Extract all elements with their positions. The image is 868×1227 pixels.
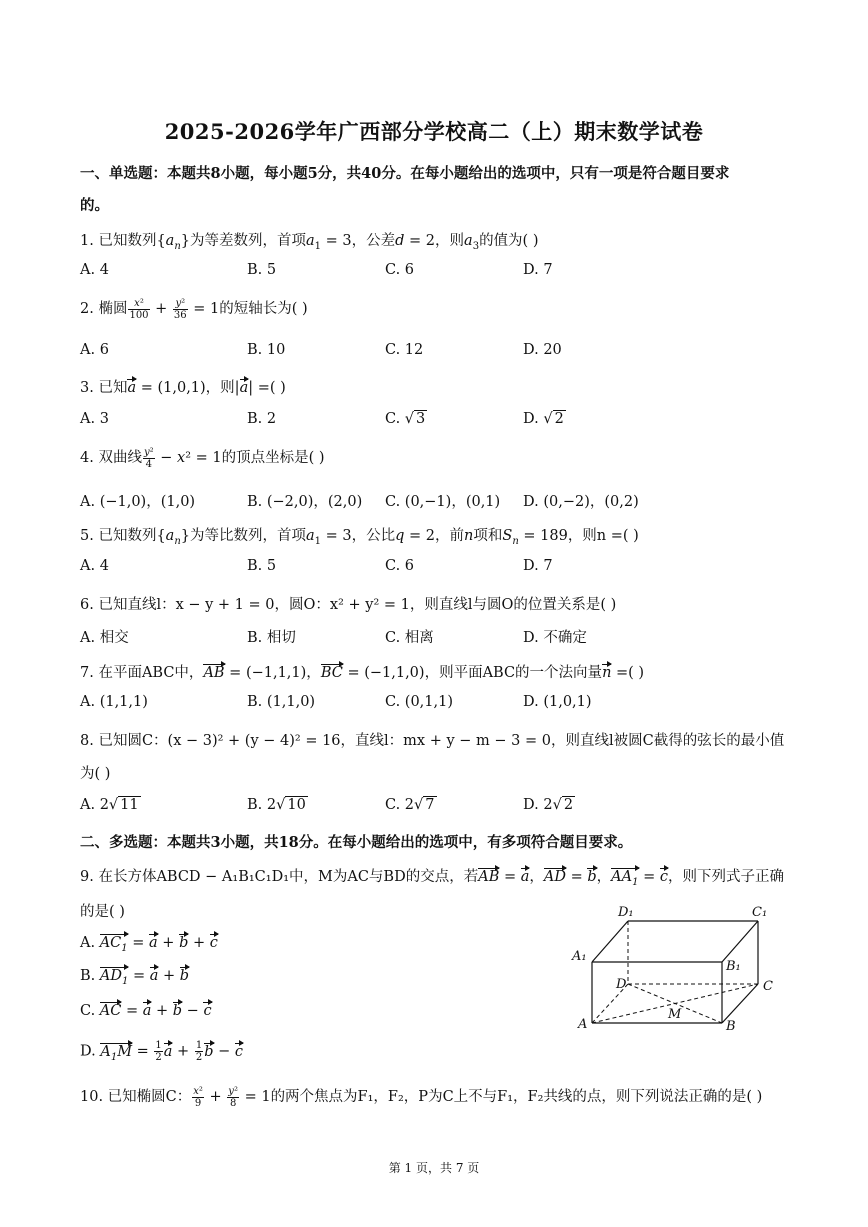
q8-option-a[interactable]: A. 2√ 11: [80, 797, 139, 813]
q5-option-d[interactable]: D. 7: [523, 558, 553, 574]
q3-option-b[interactable]: B. 2: [247, 411, 277, 427]
edge-bc: [722, 984, 758, 1023]
question-1: 1. 已知数列$\{a_n\}$为等差数列，首项$a_1 = 3$，公差d = 2，则$a_3$的值为( ): [80, 233, 539, 252]
q7-option-c[interactable]: C. (0,1,1): [385, 694, 454, 710]
q5-option-c[interactable]: C. 6: [385, 558, 415, 574]
label-b1: B₁: [726, 959, 741, 974]
section1-heading: 一、单选题：本题共8小题，每小题5分，共40分。在每小题给出的选项中，只有一项是符合题目要求: [80, 165, 730, 182]
question-4: 4. 双曲线 $\frac{\text{y²}}{4}$ − x² = 1的顶点坐标是( ): [80, 446, 325, 470]
section2-heading: 二、多选题：本题共3小题，共18分。在每小题给出的选项中，有多项符合题目要求。: [80, 834, 633, 851]
q3-option-c[interactable]: C. √ 3: [385, 411, 426, 427]
edge-a1d1: [592, 921, 628, 962]
q9-option-a[interactable]: A. $AC_1 = a + b + c$: [80, 935, 218, 954]
cuboid-figure: [570, 898, 780, 1038]
q7-option-a[interactable]: A. (1,1,1): [80, 694, 148, 710]
edge-b1c1: [722, 921, 758, 962]
q8-option-d[interactable]: D. 2√ 2: [523, 797, 574, 813]
label-c1: C₁: [752, 905, 768, 920]
q1-option-b[interactable]: B. 5: [247, 262, 277, 278]
question-8-cont: 为( ): [80, 766, 111, 782]
q6-option-c[interactable]: C. 相离: [385, 630, 434, 646]
question-2: 2. 椭圆 $\frac{\text{x²}}{100}$ + $\frac{\text{y²}}{36}$ = 1的短轴长为( ): [80, 297, 308, 321]
q2-option-d[interactable]: D. 20: [523, 342, 562, 358]
q7-option-d[interactable]: D. (1,0,1): [523, 694, 592, 710]
question-6: 6. 已知直线l：x − y + 1 = 0，圆O：x² + y² = 1，则直线l与圆O的位置关系是( ): [80, 597, 617, 613]
label-d1: D₁: [618, 905, 634, 920]
q6-option-d[interactable]: D. 不确定: [523, 630, 587, 646]
label-d: D: [616, 977, 627, 992]
q3-option-d[interactable]: D. √ 2: [523, 411, 564, 427]
page-title: 2025-2026学年广西部分学校高二（上）期末数学试卷: [164, 119, 704, 144]
question-10: 10. 已知椭圆C： $\frac{\text{x²}}{9}$ + $\frac{\text{y²}}{8}$ = 1的两个焦点为F₁，F₂，P为C上不与F₁，F₂共线的点，则下列说法正确的是( ): [80, 1085, 763, 1109]
label-a: A: [578, 1017, 588, 1032]
q8-option-b[interactable]: B. 2√ 10: [247, 797, 306, 813]
q5-option-a[interactable]: A. 4: [80, 558, 109, 574]
question-5: 5. 已知数列$\{a_n\}$为等比数列，首项$a_1 = 3$，公比q = 2，前n项和$S_n = 189$，则n =( ): [80, 528, 639, 547]
q4-option-d[interactable]: D. (0,−2)，(0,2): [523, 494, 639, 510]
q5-option-b[interactable]: B. 5: [247, 558, 277, 574]
q1-option-d[interactable]: D. 7: [523, 262, 553, 278]
question-8: 8. 已知圆C：(x − 3)² + (y − 4)² = 16，直线l：mx + y − m − 3 = 0，则直线l被圆C截得的弦长的最小值: [80, 733, 785, 749]
q1-option-c[interactable]: C. 6: [385, 262, 415, 278]
q2-option-a[interactable]: A. 6: [80, 342, 109, 358]
q8-option-c[interactable]: C. 2√ 7: [385, 797, 435, 813]
question-9: 9. 在长方体ABCD − A₁B₁C₁D₁中，M为AC与BD的交点，若AB = a，AD = b，$AA_1 = c$，则下列式子正确: [80, 869, 784, 888]
q2-option-b[interactable]: B. 10: [247, 342, 286, 358]
q7-option-b[interactable]: B. (1,1,0): [247, 694, 316, 710]
page-footer: 第 1 页，共 7 页: [388, 1161, 480, 1175]
section1-heading-cont: 的。: [80, 197, 109, 214]
label-m: M: [668, 1007, 682, 1022]
q6-option-a[interactable]: A. 相交: [80, 630, 129, 646]
question-7: 7. 在平面ABC中，AB = (−1,1,1)，BC = (−1,1,0)，则平面ABC的一个法向量n =( ): [80, 665, 645, 681]
q9-option-b[interactable]: B. $AD_1 = a + b$: [80, 968, 190, 987]
q4-option-a[interactable]: A. (−1,0)，(1,0): [80, 494, 196, 510]
q9-option-d[interactable]: D. $A_1M$ = $\frac{1}{2}$ a + $\frac{1}{2}$ b − c: [80, 1040, 243, 1063]
q9-option-c[interactable]: C. AC = a + b − c: [80, 1003, 212, 1019]
question-3: 3. 已知a = (1,0,1)，则|a| =( ): [80, 380, 286, 396]
label-a1: A₁: [572, 949, 587, 964]
q6-option-b[interactable]: B. 相切: [247, 630, 296, 646]
label-c: C: [763, 979, 773, 994]
q4-option-c[interactable]: C. (0,−1)，(0,1): [385, 494, 501, 510]
q4-option-b[interactable]: B. (−2,0)，(2,0): [247, 494, 363, 510]
q2-option-c[interactable]: C. 12: [385, 342, 424, 358]
label-b: B: [726, 1019, 736, 1034]
question-9-cont: 的是( ): [80, 904, 125, 920]
q1-option-a[interactable]: A. 4: [80, 262, 109, 278]
q3-option-a[interactable]: A. 3: [80, 411, 109, 427]
